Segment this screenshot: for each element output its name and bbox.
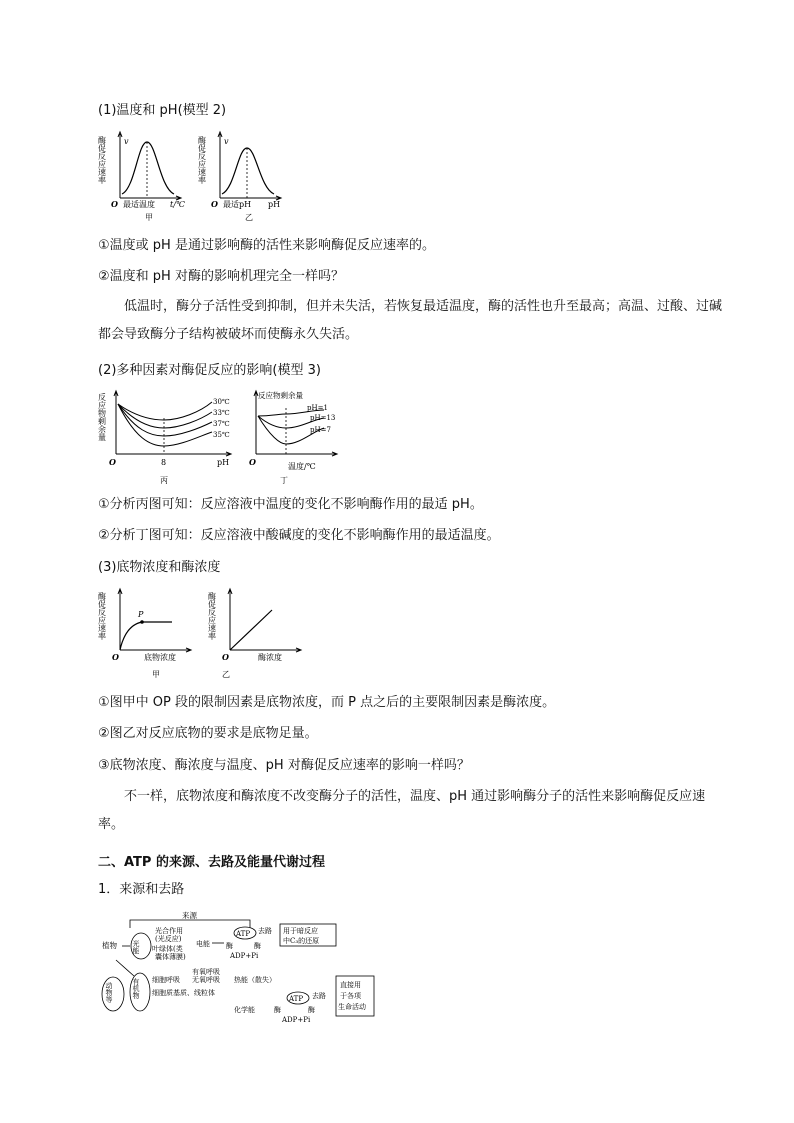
y-axis-label: 酶促反应速率 bbox=[97, 136, 107, 184]
graph-substrate bbox=[98, 589, 192, 679]
x-axis-label: 底物浓度 bbox=[144, 653, 176, 662]
caption-jia: 甲 bbox=[145, 213, 153, 222]
origin-label: O bbox=[111, 199, 118, 209]
section3-point1: ①图甲中 OP 段的限制因素是底物浓度，而 P 点之后的主要限制因素是酶浓度。 bbox=[98, 695, 556, 710]
origin-label: O bbox=[211, 199, 218, 209]
label-adp-bottom: ADP+Pi bbox=[282, 1016, 311, 1024]
label-chloroplast-2: 囊体薄膜) bbox=[155, 953, 186, 961]
label-cytoplasm: 细胞质基质、线粒体 bbox=[152, 989, 215, 997]
label-atp-bottom: ATP bbox=[289, 995, 304, 1003]
caption-yi: 乙 bbox=[245, 213, 253, 222]
label-light-reaction: (光反应) bbox=[155, 935, 182, 943]
label-chloroplast-1: 叶绿体(类 bbox=[152, 945, 183, 953]
y-axis-label: 酶促反应速率 bbox=[207, 592, 217, 640]
label-direct-2: 于各项 bbox=[340, 992, 361, 1000]
series-label-ph13: pH=13 bbox=[310, 414, 336, 422]
section2-point1: ①分析丙图可知：反应溶液中温度的变化不影响酶作用的最适 pH。 bbox=[98, 497, 483, 512]
figure-temperature-ph bbox=[97, 128, 300, 226]
graph-jia bbox=[98, 132, 186, 222]
caption-yi: 乙 bbox=[222, 670, 230, 679]
graph-ding bbox=[249, 390, 337, 485]
y-axis-label: 反应物剩余量 bbox=[258, 391, 303, 400]
label-direct-1: 直接用 bbox=[340, 981, 361, 989]
label-aerobic: 有氧呼吸 bbox=[192, 968, 220, 976]
section2-title: (2)多种因素对酶促反应的影响(模型 3) bbox=[98, 363, 321, 378]
x-axis-label: 酶浓度 bbox=[258, 653, 282, 662]
x-tick-8: 8 bbox=[161, 458, 167, 467]
y-axis-label: 反应物剩余量 bbox=[97, 393, 107, 441]
subheading-source-use: 1．来源和去路 bbox=[98, 882, 185, 897]
label-dark-reaction-2: 中C₃的还原 bbox=[283, 937, 320, 945]
y-axis-label: 酶促反应速率 bbox=[197, 136, 207, 184]
y-axis-label: 酶促反应速率 bbox=[97, 592, 107, 640]
label-source: 来源 bbox=[182, 911, 197, 920]
origin-label: O bbox=[222, 652, 229, 662]
x-axis-label: 最适pH bbox=[223, 200, 252, 209]
section-heading-atp: 二、ATP 的来源、去路及能量代谢过程 bbox=[98, 855, 325, 870]
x-unit-label: pH bbox=[268, 200, 281, 209]
caption-bing: 丙 bbox=[160, 476, 168, 485]
x-axis-label: 温度/℃ bbox=[288, 462, 316, 471]
label-plant: 植物 bbox=[102, 941, 117, 950]
origin-label: O bbox=[109, 457, 116, 467]
series-label-ph1: pH=1 bbox=[307, 404, 328, 412]
label-photosynthesis: 光合作用 bbox=[155, 927, 183, 935]
series-label-ph7: pH=7 bbox=[310, 426, 331, 434]
section1-point1: ①温度或 pH 是通过影响酶的活性来影响酶促反应速率的。 bbox=[98, 238, 435, 253]
label-adp-top: ADP+Pi bbox=[230, 952, 259, 960]
figure-substrate-enzyme bbox=[97, 586, 320, 680]
series-label-30: 30℃ bbox=[213, 398, 230, 406]
label-electric-energy: 电能 bbox=[196, 940, 210, 948]
origin-label: O bbox=[112, 652, 119, 662]
section2-point2: ②分析丁图可知：反应溶液中酸碱度的变化不影响酶作用的最适温度。 bbox=[98, 528, 500, 543]
figure-multi-factor bbox=[97, 388, 350, 488]
graph-bing bbox=[98, 391, 232, 485]
x-axis-label: 最适温度 bbox=[123, 200, 155, 209]
label-animal: 动物等 bbox=[105, 982, 113, 1003]
label-enzyme-bottom-right: 酶 bbox=[308, 1006, 315, 1014]
label-organic: 有机物 bbox=[132, 978, 140, 999]
label-enzyme-bottom-left: 酶 bbox=[274, 1006, 281, 1014]
section3-point3: ③底物浓度、酶浓度与温度、pH 对酶促反应速率的影响一样吗？ bbox=[98, 758, 470, 773]
label-light-energy: 光能 bbox=[132, 940, 140, 954]
v-label: v bbox=[224, 137, 229, 146]
origin-label: O bbox=[249, 457, 256, 467]
section3-answer: 不一样，底物浓度和酶浓度不改变酶分子的活性，温度、pH 通过影响酶分子的活性来影响酶促反应速率。 bbox=[98, 789, 706, 832]
label-enzyme-top-left: 酶 bbox=[226, 942, 233, 950]
label-anaerobic: 无氧呼吸 bbox=[192, 976, 220, 984]
label-dark-reaction-1: 用于暗反应 bbox=[283, 927, 318, 935]
x-unit-label: pH bbox=[217, 458, 230, 467]
section1-answer: 低温时，酶分子活性受到抑制，但并未失活，若恢复最适温度，酶的活性也升至最高；高温、过酸、过碱都会导致酶分子结构被破坏而使酶永久失活。 bbox=[98, 299, 723, 342]
point-p-label: P bbox=[138, 610, 144, 619]
caption-ding: 丁 bbox=[280, 476, 288, 485]
series-label-37: 37℃ bbox=[213, 420, 230, 428]
section1-title: (1)温度和 pH(模型 2) bbox=[98, 103, 227, 118]
label-atp-top: ATP bbox=[236, 930, 251, 938]
section1-point2: ②温度和 pH 对酶的影响机理完全一样吗？ bbox=[98, 269, 344, 284]
series-label-35: 35℃ bbox=[213, 431, 230, 439]
graph-enzyme bbox=[208, 589, 302, 679]
section3-point2: ②图乙对反应底物的要求是底物足量。 bbox=[98, 726, 318, 741]
series-label-33: 33℃ bbox=[213, 409, 230, 417]
label-direct-3: 生命活动 bbox=[338, 1003, 366, 1011]
v-label: v bbox=[124, 137, 129, 146]
atp-diagram bbox=[100, 908, 380, 1028]
x-unit-label: t/℃ bbox=[170, 200, 185, 209]
section3-title: (3)底物浓度和酶浓度 bbox=[98, 560, 221, 575]
caption-jia: 甲 bbox=[152, 670, 160, 679]
label-respiration: 细胞呼吸 bbox=[152, 976, 180, 984]
label-chemical-energy: 化学能 bbox=[234, 1006, 255, 1014]
label-use-bottom: 去路 bbox=[312, 992, 326, 1000]
label-enzyme-top-right: 酶 bbox=[254, 942, 261, 950]
label-heat: 热能（散失） bbox=[234, 976, 276, 984]
graph-yi bbox=[198, 132, 282, 222]
label-use-top: 去路 bbox=[258, 927, 272, 935]
